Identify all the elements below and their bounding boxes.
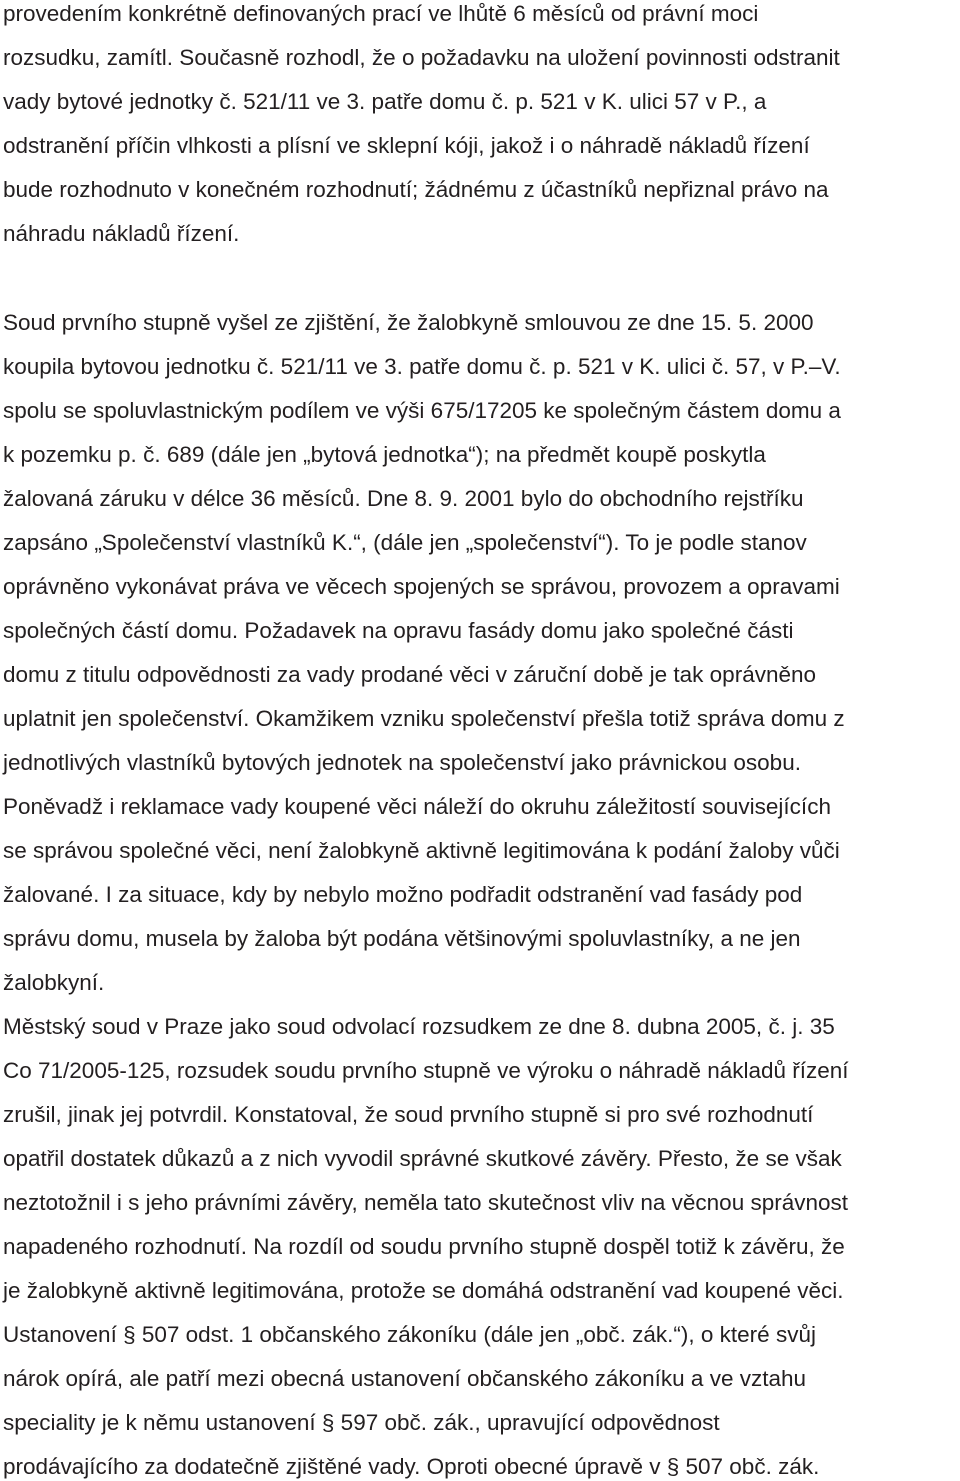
text-line: je žalobkyně aktivně legitimována, protože se domáhá odstranění vad koupené věci. — [3, 1278, 844, 1303]
text-line: společných částí domu. Požadavek na opravu fasády domu jako společné části — [3, 618, 794, 643]
text-line: neztotožnil i s jeho právními závěry, neměla tato skutečnost vliv na věcnou správnost — [3, 1190, 849, 1215]
text-line: Soud prvního stupně vyšel ze zjištění, že žalobkyně smlouvou ze dne 15. 5. 2000 — [3, 310, 814, 335]
text-line: prodávajícího za dodatečně zjištěné vady. Oproti obecné úpravě v § 507 obč. zák. — [3, 1454, 820, 1479]
text-line: zrušil, jinak jej potvrdil. Konstatoval, že soud prvního stupně si pro své rozhodnutí — [3, 1102, 814, 1127]
text-line: oprávněno vykonávat práva ve věcech spojených se správou, provozem a opravami — [3, 574, 840, 599]
text-line: se správou společné věci, není žalobkyně aktivně legitimována k podání žaloby vůči — [3, 838, 840, 863]
text-line: koupila bytovou jednotku č. 521/11 ve 3. patře domu č. p. 521 v K. ulici č. 57, v P.–V. — [3, 354, 841, 379]
text-line: žalovaná záruku v délce 36 měsíců. Dne 8. 9. 2001 bylo do obchodního rejstříku — [3, 486, 804, 511]
text-line: speciality je k němu ustanovení § 597 obč. zák., upravující odpovědnost — [3, 1410, 720, 1435]
text-line: uplatnit jen společenství. Okamžikem vzniku společenství přešla totiž správa domu z — [3, 706, 845, 731]
text-line: správu domu, musela by žaloba být podána většinovými spoluvlastníky, a ne jen — [3, 926, 801, 951]
text-line: nárok opírá, ale patří mezi obecná ustanovení občanského zákoníku a ve vztahu — [3, 1366, 807, 1391]
text-line: odstranění příčin vlhkosti a plísní ve sklepní kóji, jakož i o náhradě nákladů řízení — [3, 133, 810, 158]
text-line: spolu se spoluvlastnickým podílem ve výši 675/17205 ke společným částem domu a — [3, 398, 841, 423]
text-line: žalované. I za situace, kdy by nebylo možno podřadit odstranění vad fasády pod — [3, 882, 803, 907]
text-line: žalobkyní. — [3, 970, 105, 995]
text-line: vady bytové jednotky č. 521/11 ve 3. patře domu č. p. 521 v K. ulici 57 v P., a — [3, 89, 767, 114]
text-line: k pozemku p. č. 689 (dále jen „bytová jednotka“); na předmět koupě poskytla — [3, 442, 766, 467]
text-line: rozsudku, zamítl. Současně rozhodl, že o požadavku na uložení povinnosti odstranit — [3, 45, 840, 70]
text-line: Co 71/2005-125, rozsudek soudu prvního stupně ve výroku o náhradě nákladů řízení — [3, 1058, 849, 1083]
text-line: napadeného rozhodnutí. Na rozdíl od soudu prvního stupně dospěl totiž k závěru, že — [3, 1234, 845, 1259]
text-line: zapsáno „Společenství vlastníků K.“, (dále jen „společenství“). To je podle stanov — [3, 530, 807, 555]
text-line: Městský soud v Praze jako soud odvolací rozsudkem ze dne 8. dubna 2005, č. j. 35 — [3, 1014, 835, 1039]
text-line: náhradu nákladů řízení. — [3, 221, 240, 246]
text-line: domu z titulu odpovědnosti za vady prodané věci v záruční době je tak oprávněno — [3, 662, 817, 687]
text-line: jednotlivých vlastníků bytových jednotek na společenství jako právnickou osobu. — [3, 750, 801, 775]
text-line: Poněvadž i reklamace vady koupené věci náleží do okruhu záležitostí souvisejících — [3, 794, 831, 819]
text-line: Ustanovení § 507 odst. 1 občanského zákoníku (dále jen „obč. zák.“), o které svůj — [3, 1322, 816, 1347]
text-line: provedením konkrétně definovaných prací ve lhůtě 6 měsíců od právní moci — [3, 1, 759, 26]
text-line: bude rozhodnuto v konečném rozhodnutí; žádnému z účastníků nepřiznal právo na — [3, 177, 829, 202]
text-line: opatřil dostatek důkazů a z nich vyvodil správné skutkové závěry. Přesto, že se však — [3, 1146, 842, 1171]
